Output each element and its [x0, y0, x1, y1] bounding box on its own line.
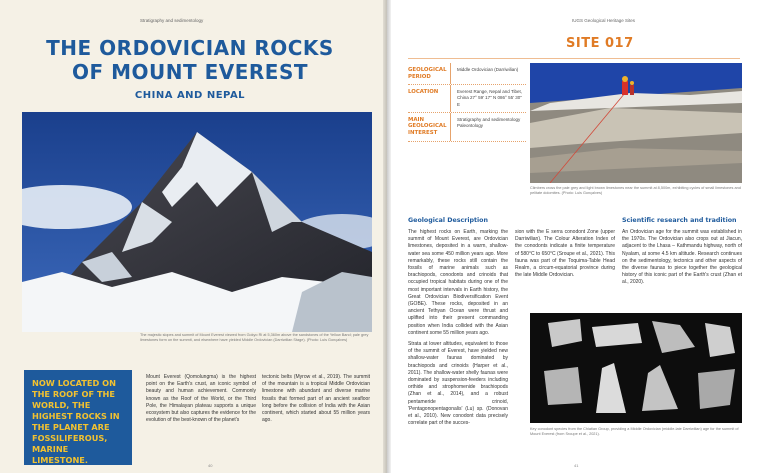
info-label: MAIN GEOLOGICAL INTEREST [408, 116, 447, 136]
article-title-block [40, 36, 340, 101]
site-info-table [408, 63, 526, 142]
running-head-right: IUGS Geological Heritage Sites [572, 18, 636, 23]
info-row-interest [408, 113, 526, 142]
left-body-column-1: Mount Everest (Qomolungma) is the highest point on the Earth's crust, an iconic symbol of beauty and human achievement. Commonly known as the Roof of the World, or the Third Pole, the Himalayan plateau supports a unique ecosystem but also captures the evidence for the evolution of the best-known of the planet's [146, 374, 256, 424]
running-head-left: Stratigraphy and sedimentology [140, 18, 204, 23]
page-number-right: 41 [574, 463, 579, 468]
scientific-research-heading: Scientific research and tradition [622, 217, 737, 224]
everest-photo-caption: The majestic slopes and summit of Mount Everest viewed from Gokyo Ri at 5,360m above the sandstones of the Yellow Band; pale grey limestones form on the summit, and elsewhere have yielded Middle Ordovician (Darriwilian Stage). (Photo: Luis Gonçalves) [140, 333, 369, 342]
title-line-1: THE ORDOVICIAN ROCKS [46, 36, 334, 60]
info-value: Stratigraphy and sedimentology Paleontology [450, 113, 526, 141]
geo-paragraph-2: Strata at lower altitudes, equivalent to those of the summit of Everest, have yielded new shallow-water faunas dominated by brachiopods and crinoids (Harper et al., 2011). The shallow-water shelly faunas were dominated by suspension-feeders including orthide and strophomenide brachiopods (Zhan et al., 2014), and a robust pentameride crinoid, 'Pentagonopentagonalis' (Lu) sp. (Donovan et al., 2010). New conodont data precisely correlate part of the succes- [408, 341, 508, 427]
climbers-photo [530, 63, 742, 183]
geo-paragraph-1: The highest rocks on Earth, marking the summit of Mount Everest, are Ordovician limestones, deposited in a warm, shallow-water sea some 450 million years ago. More remarkably, these rocks still contain the fossils of marine animals such as brachiopods, conodonts and crinoids that occupied tropical habitats during one of the most important intervals in Earth history, the Great Ordovician Biodiversification Event (GOBE). These rocks, deposited in an ancient Tethyan Ocean were thrust and uplifted into their present commanding position when India collided with the Asian continent some 55 million years ago. [408, 229, 508, 336]
geo-description-column-2: sion with the E serra conodont Zone (upper Darriwilian). The Colour Alteration Index of the conodonts indicate a finite temperature of 580°C to 650°C (Sroupe et al., 2021). This fauna was part of the Toquima-Table Head Realm, a circum-equatorial province during the late Middle Ordovician. [515, 229, 615, 279]
pull-quote-text: NOW LOCATED ON THE ROOF OF THE WORLD, THE HIGHEST ROCKS IN THE PLANET ARE FOSSILIFEROUS, MARINE LIMESTONE. [32, 378, 120, 465]
article-subtitle: CHINA AND NEPAL [134, 90, 246, 101]
book-gutter [383, 0, 391, 473]
info-label: GEOLOGICAL PERIOD [408, 67, 447, 80]
info-value: Everest Range, Nepal and Tibet, China 27° 59' 17" N 086° 55' 30" E [450, 85, 526, 112]
climbers-photo-caption: Climbers cross the pale grey and light brown limestones near the summit at 8,500m, exhibiting cycles of small limestones and pelitate dolomites. (Photo: Luis Gonçalves) [530, 186, 741, 195]
title-line-2: OF MOUNT EVEREST [71, 60, 309, 84]
geo-description-column-1 [408, 229, 508, 427]
info-row-period [408, 63, 526, 85]
site-number-title: SITE 017 [566, 36, 634, 51]
site-title-rule [408, 58, 740, 59]
climbers-illustration [530, 63, 742, 183]
everest-illustration [22, 112, 372, 332]
info-row-location [408, 85, 526, 113]
conodont-fossils-photo [530, 313, 742, 423]
info-label: LOCATION [408, 89, 439, 96]
info-value: Middle Ordovician (Darriwilian) [450, 63, 526, 84]
pull-quote-box [24, 370, 132, 465]
scientific-research-column: An Ordovician age for the summit was established in the 1970s. The Ordovician also crops out at Jiacun, adjacent to the Lhasa – Kathmandu highway, north of Nyalam, at some 4.5 km altitude. Research continues on the sedimentology, tectonics and other aspects of the diverse faunas to piece together the geological history of this iconic part of the Earth's crust (Zhan et al., 2020). [622, 229, 742, 286]
page-number-left: 40 [208, 463, 213, 468]
left-body-column-2: tectonic belts (Myrow et al., 2019). The summit of the mountain is a tropical Middle Ordovician limestone with abundant and diverse marine fossils that formed part of an ancient seafloor long before the collision of India with the Asian continent, which started about 55 million years ago. [262, 374, 370, 424]
everest-photo [22, 112, 372, 332]
conodont-fossils-illustration [530, 313, 742, 423]
geological-description-heading: Geological Description [408, 217, 488, 224]
conodont-fossils-caption: Key conodont species from the Chiatian Group, providing a Middle Ordovician (middle-late Darriwilian) age for the summit of Mount Everest (from Sroupe et al., 2021). [530, 427, 739, 436]
